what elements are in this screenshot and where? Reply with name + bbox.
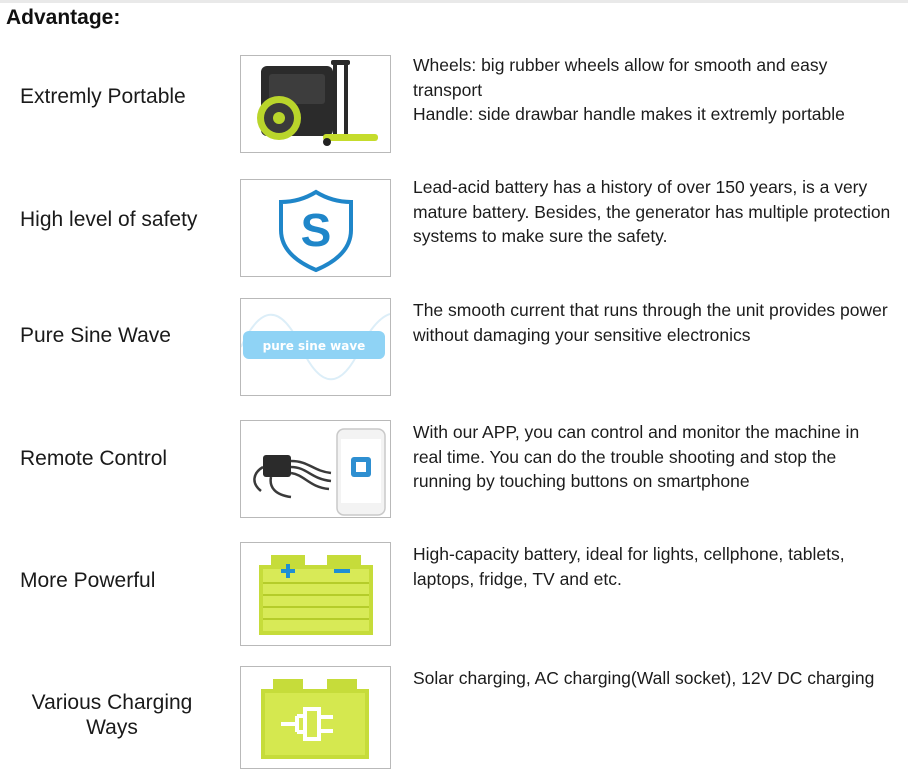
feature-desc-power: High-capacity battery, ideal for lights, cellphone, tablets, laptops, fridge, TV and etc.: [413, 544, 845, 589]
shield-icon-frame: [240, 179, 391, 277]
feature-title-charging: Various Charging Ways: [31, 691, 193, 739]
phone-app-image: [240, 420, 391, 518]
page-heading: Advantage:: [6, 6, 121, 29]
charging-plug-icon: [240, 666, 391, 769]
feature-title-safety: High level of safety: [20, 208, 198, 231]
feature-desc-portable: [413, 53, 893, 127]
shield-icon: [241, 180, 390, 276]
feature-desc-remote: With our APP, you can control and monitor the machine in real time. You can do the trouble shooting and stop the running by touching buttons on smartphone: [413, 422, 860, 491]
svg-text:S: S: [300, 204, 332, 256]
feature-title-sine: Pure Sine Wave: [20, 324, 171, 347]
top-divider: [0, 0, 908, 3]
feature-title-remote: Remote Control: [20, 447, 168, 470]
feature-desc-safety: Lead-acid battery has a history of over 150 years, is a very mature battery. Besides, the generator has multiple protection systems to make sure the safety.: [413, 177, 891, 246]
sine-wave-icon: [240, 298, 391, 396]
feature-desc-charging: Solar charging, AC charging(Wall socket), 12V DC charging: [413, 668, 875, 688]
feature-desc-sine: The smooth current that runs through the unit provides power without damaging your sensitive electronics: [413, 300, 888, 345]
feature-title-power: More Powerful: [20, 569, 156, 592]
generator-wheels-image: [240, 55, 391, 153]
feature-desc-line: Wheels: big rubber wheels allow for smooth and easy transport Handle: side drawbar handle makes it extremly portable: [413, 55, 845, 124]
feature-title-portable: Extremly Portable: [20, 85, 186, 108]
sine-badge-text: pure sine wave: [262, 339, 366, 353]
battery-icon: [240, 542, 391, 646]
